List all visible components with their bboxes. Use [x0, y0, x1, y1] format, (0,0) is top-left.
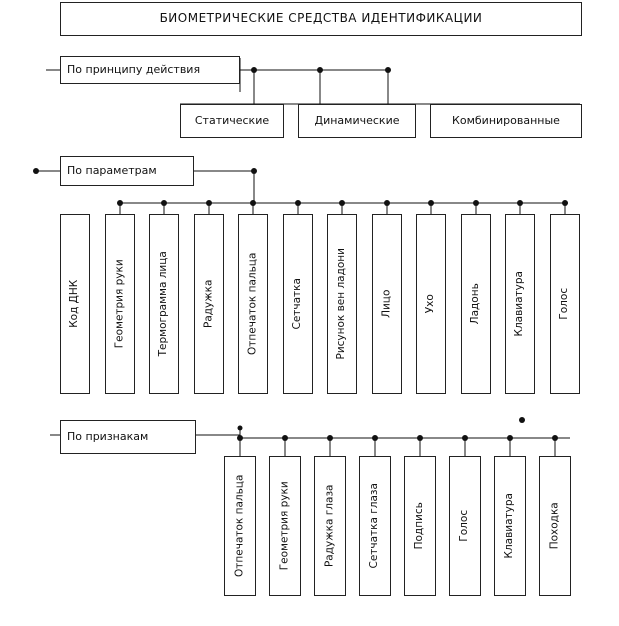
sign-box [539, 456, 571, 596]
diagram-title: БИОМЕТРИЧЕСКИЕ СРЕДСТВА ИДЕНТИФИКАЦИИ [60, 2, 582, 36]
action-type-box: Статические [180, 104, 284, 138]
parameter-box [461, 214, 491, 394]
sign-label: Геометрия руки [278, 481, 291, 571]
action-type-box: Динамические [298, 104, 416, 138]
parameter-box [105, 214, 135, 394]
parameter-label: Ладонь [469, 283, 482, 325]
sign-label: Голос [458, 510, 471, 542]
sign-box [359, 456, 391, 596]
parameter-label: Клавиатура [513, 271, 526, 337]
parameter-label: Сетчатка [291, 278, 304, 330]
action-type-box: Комбинированные [430, 104, 582, 138]
parameter-label: Геометрия руки [113, 259, 126, 349]
sign-label: Сетчатка глаза [368, 483, 381, 569]
parameter-box [416, 214, 446, 394]
sign-label: Отпечаток пальца [233, 474, 246, 578]
parameter-box [283, 214, 313, 394]
sign-box [449, 456, 481, 596]
parameter-label: Радужка [202, 279, 215, 329]
sign-box [224, 456, 256, 596]
parameter-box [194, 214, 224, 394]
parameter-box [327, 214, 357, 394]
parameter-label: Отпечаток пальца [246, 252, 259, 356]
sign-box [494, 456, 526, 596]
parameter-box [505, 214, 535, 394]
category-by-action: По принципу действия [60, 56, 240, 84]
parameter-label: Термограмма лица [157, 251, 170, 357]
parameter-label: Код ДНК [68, 279, 81, 329]
sign-label: Радужка глаза [323, 484, 336, 568]
sign-box [404, 456, 436, 596]
parameter-label: Лицо [380, 289, 393, 319]
parameter-box [372, 214, 402, 394]
parameter-box [238, 214, 268, 394]
sign-label: Походка [548, 502, 561, 550]
category-by-sign: По признакам [60, 420, 196, 454]
node-dot [519, 417, 525, 423]
node-dot [238, 426, 243, 431]
sign-label: Подпись [413, 502, 426, 550]
sign-label: Клавиатура [503, 493, 516, 559]
parameter-box [550, 214, 580, 394]
parameter-box [60, 214, 90, 394]
sign-box [269, 456, 301, 596]
parameter-label: Голос [558, 288, 571, 320]
parameter-label: Ухо [424, 294, 437, 314]
sign-box [314, 456, 346, 596]
category-by-parameter: По параметрам [60, 156, 194, 186]
parameter-box [149, 214, 179, 394]
parameter-label: Рисунок вен ладони [335, 248, 348, 360]
